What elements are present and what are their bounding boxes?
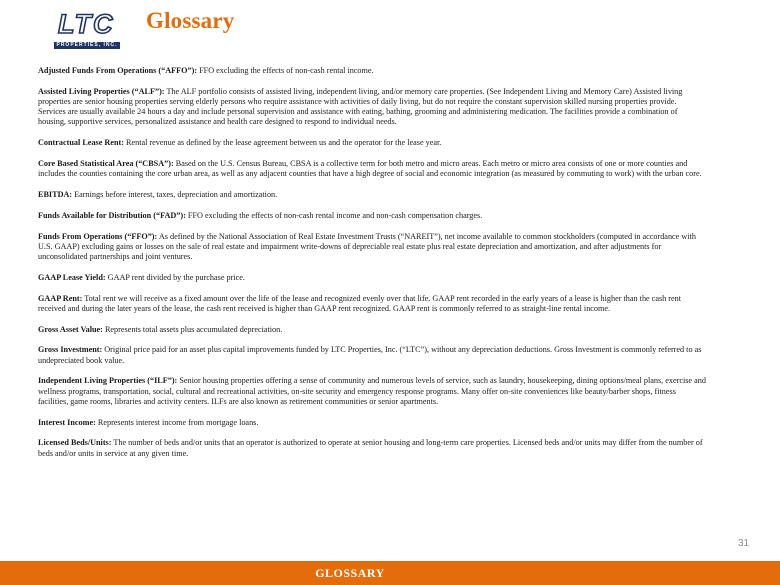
glossary-term: Licensed Beds/Units:	[38, 438, 112, 448]
glossary-term: GAAP Lease Yield:	[38, 272, 106, 282]
glossary-entry	[38, 138, 706, 148]
glossary-term: Funds From Operations (“FFO”):	[38, 231, 158, 241]
glossary-term: Adjusted Funds From Operations (“AFFO”):	[38, 66, 198, 75]
glossary-entry	[38, 66, 706, 76]
glossary-definition: Represents total assets plus accumulated depreciation.	[104, 324, 283, 334]
logo-wordmark: LTC	[58, 9, 115, 39]
logo-subtext: PROPERTIES, INC.	[54, 42, 120, 49]
footer-label: GLOSSARY	[315, 566, 385, 580]
glossary-definition: Senior housing properties offering a sense of community and numerous levels of service, such as laundry, housekeeping, dining options/meal plans, exercise and wellness programs, transportation, social, cultural and recreational activities, on-site security and emergency response programs. Many offer on-site conveniences like beauty/barber shops, fitness facilities, game rooms, libraries and activity centers. ILFs are also known as retirement communities or senior apartments.	[38, 376, 706, 406]
glossary-definition: The number of beds and/or units that an operator is authorized to operate at senior housing and long-term care properties. Licensed beds and/or units may differ from the number of beds and/or units in service at any given time.	[38, 438, 703, 458]
glossary-definition: Earnings before interest, taxes, depreciation and amortization.	[74, 190, 278, 199]
glossary-definition: The ALF portfolio consists of assisted living, independent living, and/or memory care properties. (See Independent Living and Memory Care) Assisted living properties are senior housing properties serving elderly persons who require assistance with activities of daily living, but do not require the constant supervision skilled nursing properties provide. Services are usually available 24 hours a day and include personal supervision and assistance with eating, bathing, grooming and administering medication. The facilities provide a combination of housing, supportive services, personalized assistance and health care designed to respond to individual needs.	[38, 86, 683, 127]
glossary-entry	[38, 294, 706, 314]
glossary-term: EBITDA:	[38, 190, 73, 199]
glossary-entry	[38, 438, 706, 458]
glossary-term: Gross Asset Value:	[38, 324, 103, 334]
glossary-list	[38, 66, 706, 469]
glossary-term: Funds Available for Distribution (“FAD”):	[38, 210, 186, 220]
glossary-definition: Rental revenue as defined by the lease agreement between us and the operator for the lease year.	[126, 138, 442, 148]
footer-bar	[0, 561, 780, 585]
glossary-definition: Based on the U.S. Census Bureau, CBSA is a collective term for both metro and micro areas. Each metro or micro area consists of one or more counties and includes the counties containing the core urban area, as well as any adjacent counties that have a high degree of social and economic integration (as measured by commuting to work) with the urban core.	[38, 159, 702, 179]
glossary-term: GAAP Rent:	[38, 293, 83, 303]
glossary-term: Contractual Lease Rent:	[38, 138, 124, 148]
glossary-definition: GAAP rent divided by the purchase price.	[107, 272, 245, 282]
glossary-entry	[38, 345, 706, 365]
glossary-entry	[38, 87, 706, 128]
page-number: 31	[738, 538, 750, 549]
glossary-entry	[38, 211, 706, 221]
glossary-term: Assisted Living Properties (“ALF”):	[38, 86, 165, 96]
glossary-definition: FFO excluding the effects of non-cash rental income and non-cash compensation charges.	[187, 210, 483, 220]
glossary-definition: Original price paid for an asset plus capital improvements funded by LTC Properties, Inc. (“LTC”), without any depreciation deductions. Gross Investment is commonly referred to as undepreciated book value.	[38, 345, 702, 365]
glossary-definition: As defined by the National Association of Real Estate Investment Trusts (“NAREIT”), net income available to common stockholders (computed in accordance with U.S. GAAP) excluding gains or losses on the sale of real estate and impairment write-downs of depreciable real estate plus real estate depreciation and amortization, and after adjustments for unconsolidated partnerships and joint ventures.	[38, 231, 696, 261]
glossary-entry	[38, 190, 706, 200]
glossary-definition: Represents interest income from mortgage loans.	[97, 417, 259, 427]
glossary-entry	[38, 273, 706, 283]
glossary-entry	[38, 418, 706, 428]
ltc-logo	[18, 8, 120, 48]
glossary-term: Core Based Statistical Area (“CBSA”):	[38, 159, 174, 168]
glossary-entry	[38, 325, 706, 335]
glossary-term: Interest Income:	[38, 417, 96, 427]
glossary-definition: Total rent we will receive as a fixed amount over the life of the lease and recognized evenly over that life. GAAP rent recorded in the early years of a lease is higher than the cash rent received and during the later years of the lease, the cash rent received is higher than GAAP rent recognized. GAAP rent is commonly referred to as straight-line rental income.	[38, 293, 682, 313]
glossary-entry	[38, 376, 706, 407]
page-title: Glossary	[146, 8, 235, 33]
glossary-term: Gross Investment:	[38, 345, 103, 355]
glossary-entry	[38, 232, 706, 263]
glossary-entry	[38, 159, 706, 179]
glossary-term: Independent Living Properties (“ILF”):	[38, 376, 178, 386]
glossary-definition: FFO excluding the effects of non-cash rental income.	[199, 66, 374, 75]
